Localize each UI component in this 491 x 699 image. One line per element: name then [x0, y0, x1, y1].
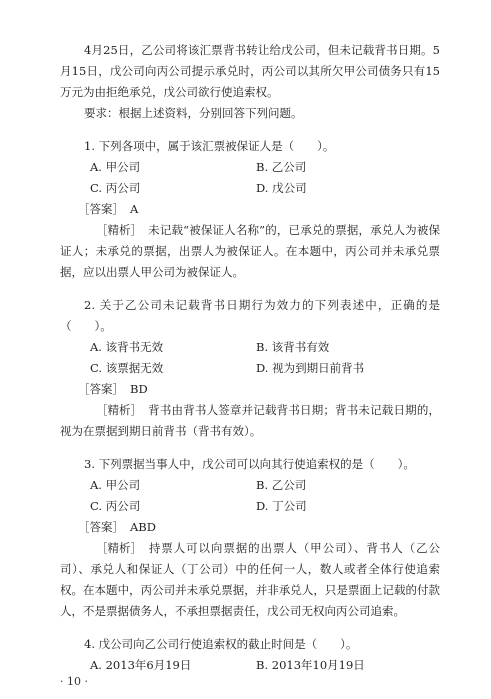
explanation-tag: ［精析］ [96, 403, 142, 417]
answer-tag: ［答案］ [78, 382, 124, 396]
option-c: C. 该票据无效 [90, 361, 164, 375]
option-d: D. 戊公司 [256, 181, 307, 195]
explanation [60, 220, 440, 283]
question-3 [60, 454, 440, 622]
option-c: C. 丙公司 [90, 181, 141, 195]
explanation [60, 538, 440, 622]
answer-value: ABD [130, 520, 156, 534]
options-grid [60, 157, 440, 199]
question-title: 2. 关于乙公司未记载背书日期行为效力的下列表述中，正确的是（ ）。 [60, 298, 440, 333]
explanation-text: 背书由背书人签章并记载背书日期；背书未记载日期的，视为在票据到期日前背书（背书有效）。 [60, 403, 440, 438]
requirement-text: 要求：根据上述资料，分别回答下列问题。 [84, 106, 303, 120]
option-d: D. 视为到期日前背书 [256, 361, 365, 375]
answer-tag: ［答案］ [78, 202, 124, 216]
answer-tag: ［答案］ [78, 520, 124, 534]
options-grid [60, 655, 440, 676]
option-a: A. 甲公司 [90, 160, 141, 174]
explanation [60, 400, 440, 442]
option-a: A. 甲公司 [90, 478, 141, 492]
explanation-tag: ［精析］ [96, 223, 142, 237]
intro-paragraph: 4月25日，乙公司将该汇票背书转让给戊公司，但未记载背书日期。5月15日，戊公司向丙公司提示承兑时，丙公司以其所欠甲公司债务只有15万元为由拒绝承兑，戊公司欲行使追索权。 [60, 43, 440, 99]
question-title: 4. 戊公司向乙公司行使追索权的截止时间是（ ）。 [84, 637, 358, 651]
answer-line [60, 199, 440, 220]
document-body [60, 40, 440, 676]
question-2 [60, 295, 440, 442]
question-title: 1. 下列各项中，属于该汇票被保证人是（ ）。 [84, 139, 335, 153]
question-title: 3. 下列票据当事人中，戊公司可以向其行使追索权的是（ ）。 [84, 457, 415, 471]
option-b: B. 乙公司 [256, 478, 307, 492]
answer-value: A [130, 202, 139, 216]
explanation-text: 未记载“被保证人名称”的，已承兑的票据，承兑人为被保证人；未承兑的票据，出票人为被保证人。在本题中，丙公司并未承兑票据，应以出票人甲公司为被保证人。 [60, 223, 440, 279]
explanation-text: 持票人可以向票据的出票人（甲公司）、背书人（乙公司）、承兑人和保证人（丁公司）中的任何一人，数人或者全体行使追索权。在本题中，丙公司并未承兑票据，并非承兑人，只是票面上记载的付款人，不是票据债务人，不承担票据责任，戊公司无权向丙公司追索。 [60, 541, 440, 618]
option-a: A. 该背书无效 [90, 340, 164, 354]
answer-line [60, 379, 440, 400]
option-c: C. 丙公司 [90, 499, 141, 513]
option-d: D. 丁公司 [256, 499, 307, 513]
option-b: B. 2013年10月19日 [256, 658, 365, 672]
options-grid [60, 337, 440, 379]
option-b: B. 该背书有效 [256, 340, 330, 354]
question-1 [60, 136, 440, 283]
answer-value: BD [130, 382, 148, 396]
answer-line [60, 517, 440, 538]
option-a: A. 2013年6月19日 [90, 658, 192, 672]
option-b: B. 乙公司 [256, 160, 307, 174]
page-number: · 10 · [60, 675, 88, 688]
question-4 [60, 634, 440, 676]
options-grid [60, 475, 440, 517]
explanation-tag: ［精析］ [96, 541, 142, 555]
